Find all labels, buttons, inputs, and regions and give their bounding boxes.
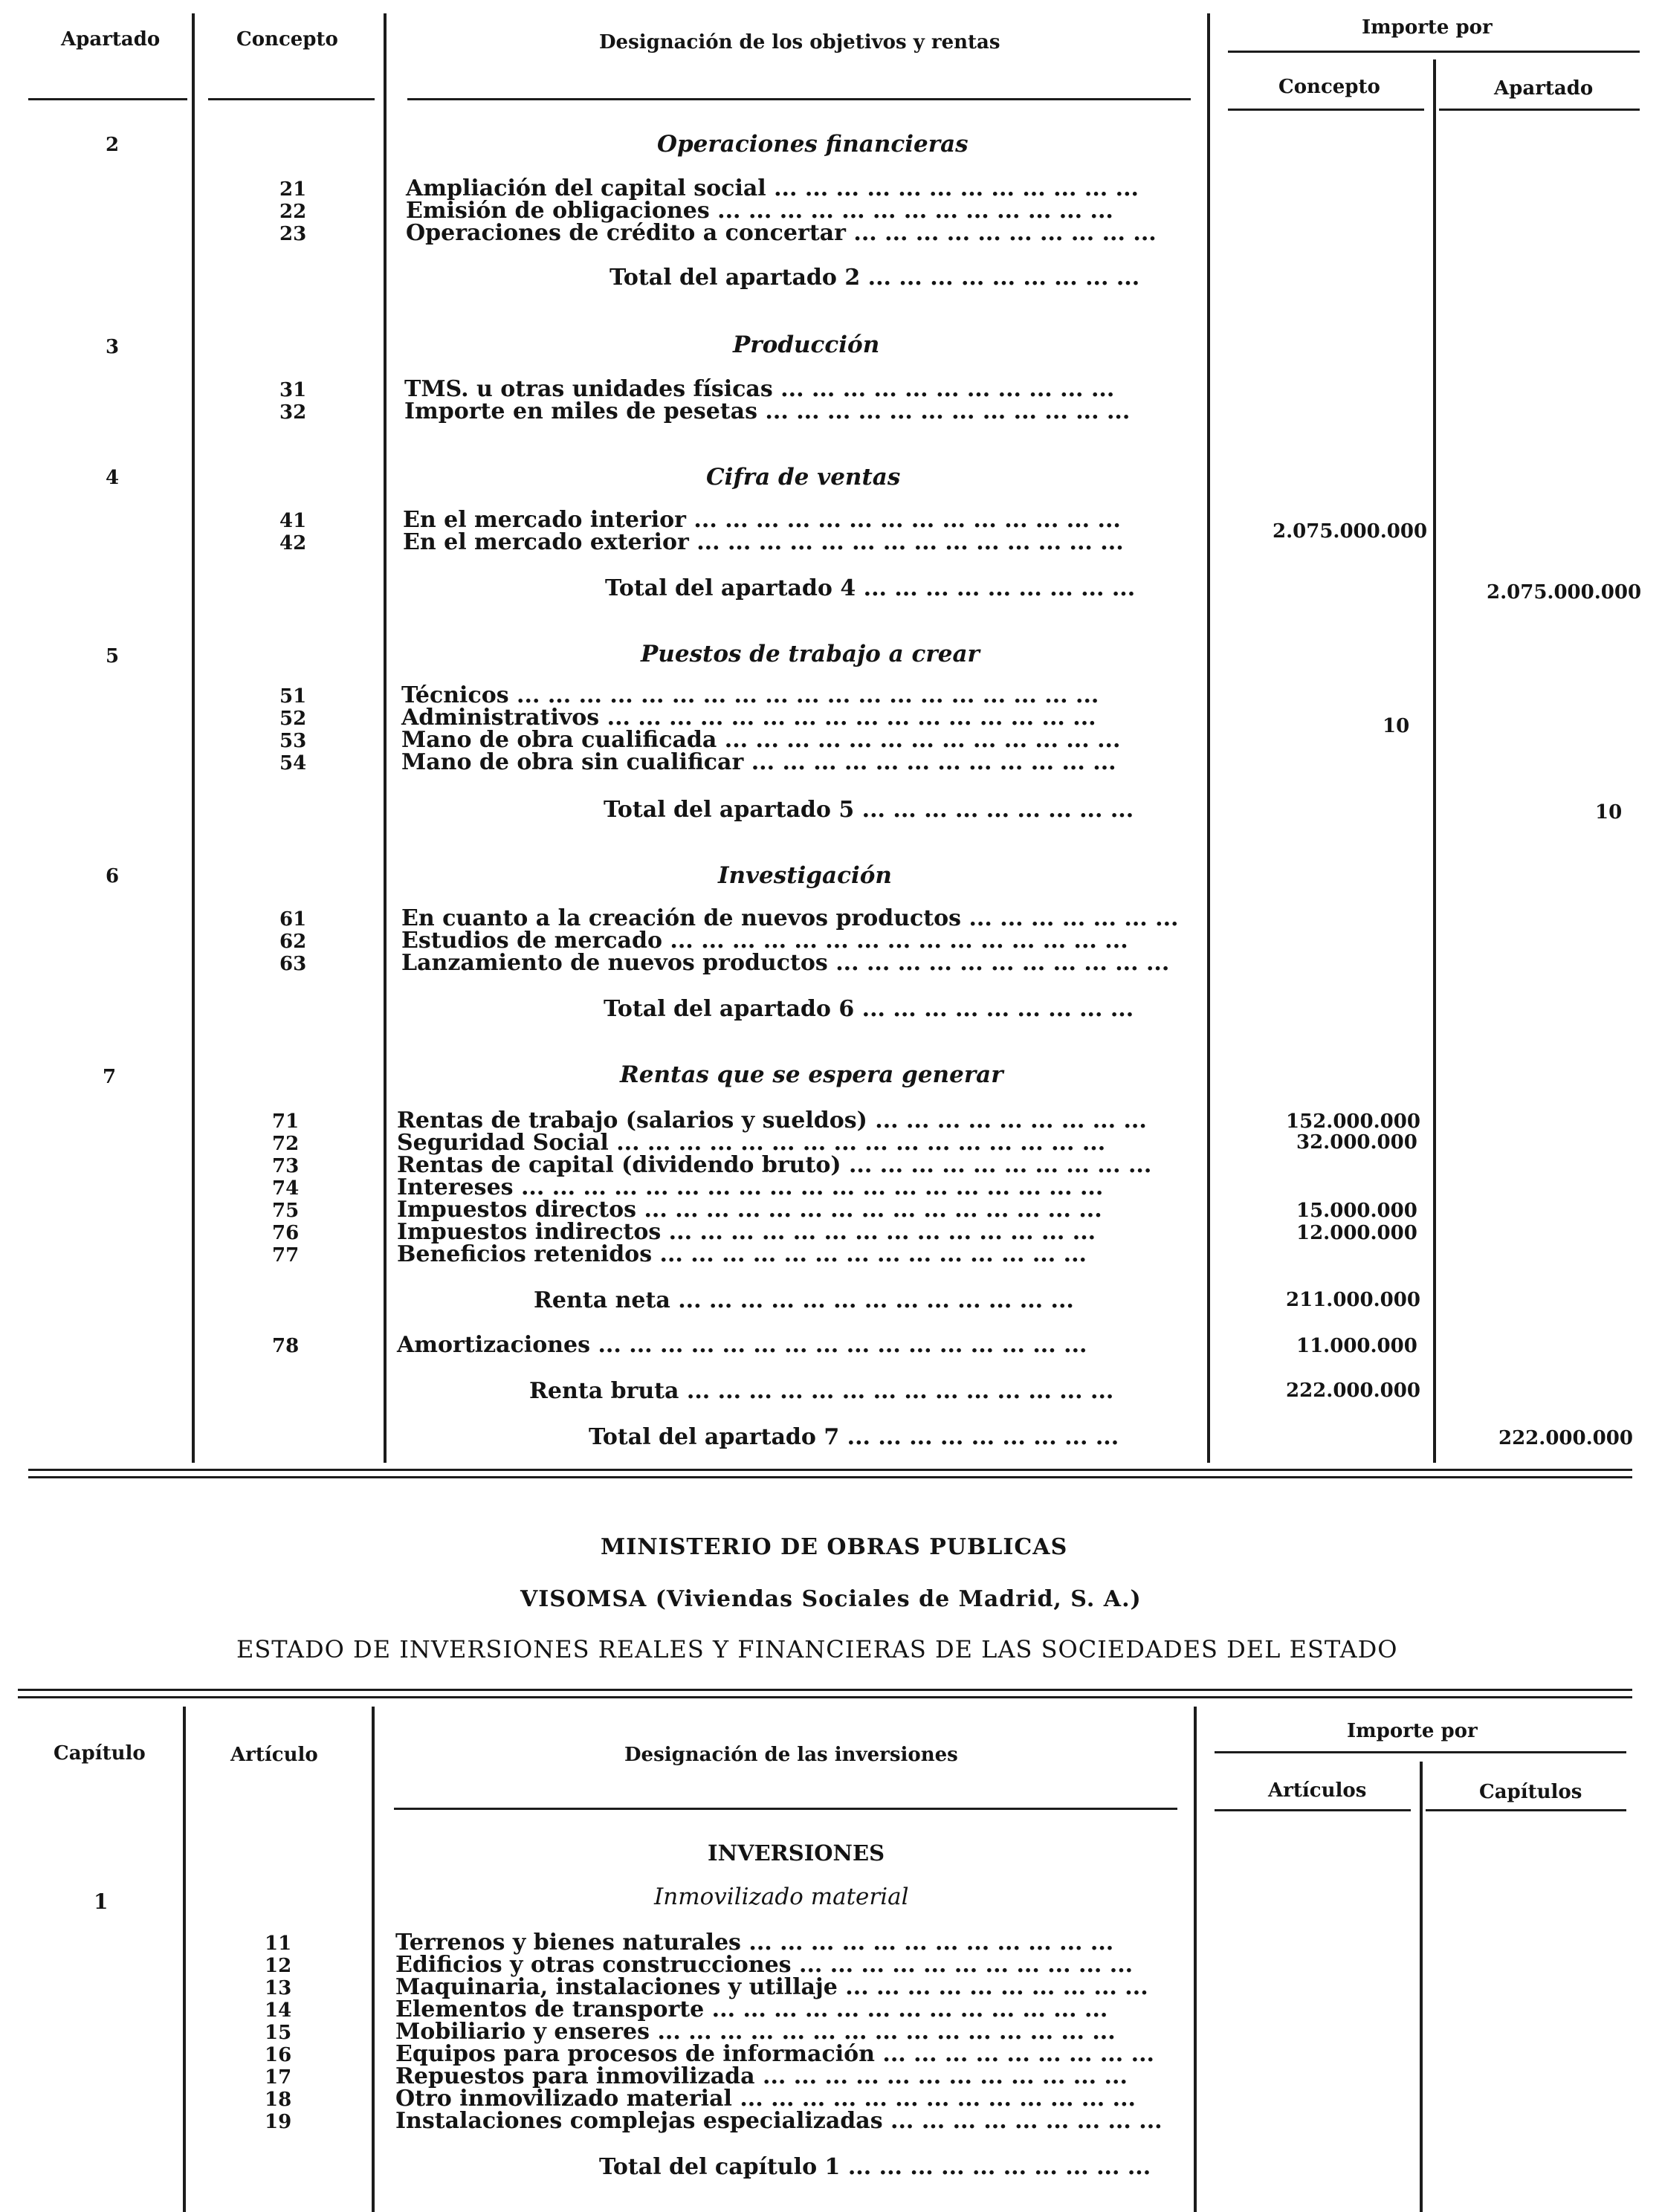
header-rule-concepto (208, 98, 375, 100)
ministry-title: MINISTERIO DE OBRAS PUBLICAS (601, 1534, 1068, 1560)
section-total-label: Total del apartado 2 ... ... ... ... ... ... ... ... ... (609, 265, 1140, 291)
row-amount: 152.000.000 (1286, 1110, 1420, 1133)
section-title: Investigación (718, 862, 892, 889)
row-label: Elementos de transporte ... ... ... ... ... ... ... ... ... ... ... ... ... (395, 1996, 1108, 2022)
row-code: 22 (279, 201, 307, 223)
header-col-apartado: Apartado (1494, 77, 1594, 100)
row-label: Importe en miles de pesetas ... ... ... ... ... ... ... ... ... ... ... ... (404, 398, 1131, 424)
header-rule-importe (1228, 51, 1640, 53)
row-code: 18 (265, 2089, 292, 2111)
row-code: 62 (279, 931, 307, 953)
section-total-amount: 10 (1595, 801, 1623, 824)
header-apartado: Apartado (61, 28, 161, 51)
section-total-amount: 2.075.000.000 (1487, 581, 1642, 604)
col-rule-3 (1207, 13, 1210, 1463)
row-label: Beneficios retenidos ... ... ... ... ... ... ... ... ... ... ... ... ... ... (397, 1241, 1087, 1267)
row-amount: 12.000.000 (1296, 1222, 1417, 1244)
section-total-label: Total del apartado 7 ... ... ... ... ... ... ... ... ... (589, 1424, 1119, 1450)
row-label: Seguridad Social ... ... ... ... ... ... ... ... ... ... ... ... ... ... ... ... (397, 1130, 1106, 1156)
renta-neta-label: Renta neta ... ... ... ... ... ... ... ... ... ... ... ... ... (534, 1287, 1074, 1313)
row-amount: 10 (1383, 715, 1410, 737)
row-label: Administrativos ... ... ... ... ... ... ... ... ... ... ... ... ... ... ... ... (401, 705, 1096, 731)
header-col-capitulos: Capítulos (1479, 1781, 1582, 1803)
table-bottom-rule (28, 1469, 1632, 1471)
row-code: 42 (279, 532, 307, 554)
table-top-rule (18, 1689, 1632, 1691)
row-code: 72 (272, 1133, 300, 1155)
row-code: 61 (279, 908, 307, 931)
section-number: 7 (103, 1066, 117, 1088)
row-label: Amortizaciones ... ... ... ... ... ... ... ... ... ... ... ... ... ... ... ... (397, 1332, 1087, 1358)
row-label: Ampliación del capital social ... ... ... ... ... ... ... ... ... ... ... ... (406, 175, 1139, 201)
row-label: Equipos para procesos de información ... ... ... ... ... ... ... ... ... (395, 2041, 1154, 2067)
row-code: 76 (272, 1222, 300, 1244)
header-rule-apartado-amt (1439, 109, 1640, 111)
row-code: 41 (279, 510, 307, 532)
row-code: 54 (279, 752, 307, 774)
row-code: 75 (272, 1200, 300, 1222)
section-number: 6 (106, 865, 120, 887)
renta-bruta-amount: 222.000.000 (1286, 1380, 1420, 1402)
row-label: Lanzamiento de nuevos productos ... ... ... ... ... ... ... ... ... ... ... (401, 950, 1170, 976)
section-title: Producción (733, 332, 880, 358)
section-total-label: Total del apartado 5 ... ... ... ... ... ... ... ... ... (604, 797, 1134, 823)
row-code: 31 (279, 379, 307, 401)
section-total-label: Total del apartado 4 ... ... ... ... ... ... ... ... ... (605, 575, 1136, 601)
statement-title: ESTADO DE INVERSIONES REALES Y FINANCIERAS DE LAS SOCIEDADES DEL ESTADO (236, 1635, 1398, 1663)
col-rule-1 (183, 1707, 186, 2212)
row-code: 16 (265, 2044, 292, 2066)
row-amount: 15.000.000 (1296, 1200, 1417, 1222)
section-title: Cifra de ventas (706, 464, 901, 491)
row-label: Intereses ... ... ... ... ... ... ... ... ... ... ... ... ... ... ... ... ... ... ... (397, 1174, 1104, 1200)
row-code: 11 (265, 1933, 292, 1955)
section-total-amount: 222.000.000 (1498, 1427, 1633, 1449)
col-rule-4 (1420, 1762, 1423, 2212)
header-designacion: Designación de las inversiones (624, 1744, 958, 1766)
row-amount: 11.000.000 (1296, 1335, 1417, 1357)
header-rule-articulos (1215, 1809, 1411, 1811)
row-code: 32 (279, 401, 307, 424)
chapter-total-label: Total del capítulo 1 ... ... ... ... ... ... ... ... ... ... (599, 2154, 1151, 2180)
row-label: Otro inmovilizado material ... ... ... ... ... ... ... ... ... ... ... ... ... (395, 2086, 1136, 2112)
header-rule-designacion (394, 1808, 1177, 1810)
chapter-number: 1 (94, 1889, 109, 1914)
header-articulo: Artículo (230, 1744, 318, 1766)
header-rule-apartado (28, 98, 187, 100)
company-title: VISOMSA (Viviendas Sociales de Madrid, S. A.) (520, 1586, 1142, 1612)
header-importe-por: Importe por (1347, 1720, 1478, 1742)
row-label: En cuanto a la creación de nuevos productos ... ... ... ... ... ... ... (401, 905, 1179, 931)
row-label: Emisión de obligaciones ... ... ... ... ... ... ... ... ... ... ... ... ... (406, 198, 1113, 224)
section-number: 2 (106, 134, 120, 156)
row-label: Edificios y otras construcciones ... ... ... ... ... ... ... ... ... ... ... (395, 1952, 1134, 1978)
col-rule-2 (384, 13, 387, 1463)
row-code: 73 (272, 1155, 300, 1177)
section-number: 5 (106, 645, 120, 667)
col-rule-2 (372, 1707, 375, 2212)
row-code: 17 (265, 2066, 292, 2089)
row-label: Técnicos ... ... ... ... ... ... ... ... ... ... ... ... ... ... ... ... ... ... ... (401, 682, 1099, 708)
renta-neta-amount: 211.000.000 (1286, 1289, 1420, 1311)
row-code: 14 (265, 1999, 292, 2022)
row-code: 19 (265, 2111, 292, 2133)
row-label: Repuestos para inmovilizada ... ... ... ... ... ... ... ... ... ... ... ... (395, 2063, 1128, 2089)
header-importe-por: Importe por (1362, 16, 1493, 39)
row-label: Mano de obra sin cualificar ... ... ... ... ... ... ... ... ... ... ... ... (401, 749, 1116, 775)
row-code: 78 (272, 1335, 300, 1357)
row-code: 51 (279, 685, 307, 708)
row-label: Mano de obra cualificada ... ... ... ... ... ... ... ... ... ... ... ... ... (401, 727, 1121, 753)
section-number: 4 (106, 467, 120, 489)
table-top-rule (18, 1696, 1632, 1698)
header-concepto: Concepto (236, 28, 338, 51)
row-code: 13 (265, 1977, 292, 1999)
section-title: Operaciones financieras (657, 131, 969, 158)
row-code: 74 (272, 1177, 300, 1200)
section-title: Puestos de trabajo a crear (641, 641, 980, 667)
table-bottom-rule (28, 1476, 1632, 1478)
header-rule-importe (1215, 1751, 1626, 1753)
row-label: Impuestos indirectos ... ... ... ... ... ... ... ... ... ... ... ... ... ... (397, 1219, 1096, 1245)
row-amount: 2.075.000.000 (1273, 520, 1428, 543)
row-code: 12 (265, 1955, 292, 1977)
row-label: Rentas de capital (dividendo bruto) ... ... ... ... ... ... ... ... ... ... (397, 1152, 1152, 1178)
header-designacion: Designación de los objetivos y rentas (599, 31, 1000, 54)
renta-bruta-label: Renta bruta ... ... ... ... ... ... ... ... ... ... ... ... ... ... (529, 1378, 1114, 1404)
row-label: En el mercado interior ... ... ... ... ... ... ... ... ... ... ... ... ... ... (403, 507, 1121, 533)
header-col-articulos: Artículos (1268, 1779, 1367, 1802)
row-code: 52 (279, 708, 307, 730)
row-code: 63 (279, 953, 307, 975)
row-label: Operaciones de crédito a concertar ... ... ... ... ... ... ... ... ... ... (406, 220, 1157, 246)
col-rule-4 (1433, 59, 1436, 1463)
row-code: 77 (272, 1244, 300, 1267)
row-label: Maquinaria, instalaciones y utillaje ... ... ... ... ... ... ... ... ... ... (395, 1974, 1148, 2000)
row-label: Instalaciones complejas especializadas ... ... ... ... ... ... ... ... ... (395, 2108, 1163, 2134)
header-capitulo: Capítulo (54, 1742, 146, 1765)
section-number: 3 (106, 336, 120, 358)
row-label: TMS. u otras unidades físicas ... ... ... ... ... ... ... ... ... ... ... (404, 376, 1115, 402)
header-rule-designacion (407, 98, 1191, 100)
row-label: Terrenos y bienes naturales ... ... ... ... ... ... ... ... ... ... ... ... (395, 1930, 1114, 1956)
row-label: Rentas de trabajo (salarios y sueldos) ... ... ... ... ... ... ... ... ... (397, 1107, 1147, 1134)
section-total-label: Total del apartado 6 ... ... ... ... ... ... ... ... ... (604, 996, 1134, 1022)
row-code: 53 (279, 730, 307, 752)
row-amount: 32.000.000 (1296, 1131, 1417, 1154)
col-rule-1 (192, 13, 195, 1463)
col-rule-3 (1194, 1707, 1197, 2212)
header-rule-capitulos (1426, 1809, 1626, 1811)
row-code: 71 (272, 1110, 300, 1133)
inversiones-heading: INVERSIONES (708, 1840, 885, 1866)
row-code: 21 (279, 178, 307, 201)
row-label: Impuestos directos ... ... ... ... ... ... ... ... ... ... ... ... ... ... ... (397, 1197, 1102, 1223)
section-title: Rentas que se espera generar (620, 1061, 1003, 1088)
chapter-title: Inmovilizado material (654, 1883, 909, 1910)
row-label: En el mercado exterior ... ... ... ... ... ... ... ... ... ... ... ... ... ... (403, 529, 1124, 555)
row-code: 15 (265, 2022, 292, 2044)
header-rule-concepto-amt (1228, 109, 1424, 111)
row-label: Mobiliario y enseres ... ... ... ... ... ... ... ... ... ... ... ... ... ... ... (395, 2019, 1116, 2045)
row-label: Estudios de mercado ... ... ... ... ... ... ... ... ... ... ... ... ... ... ... (401, 928, 1128, 954)
header-col-concepto: Concepto (1278, 76, 1380, 98)
row-code: 23 (279, 223, 307, 245)
